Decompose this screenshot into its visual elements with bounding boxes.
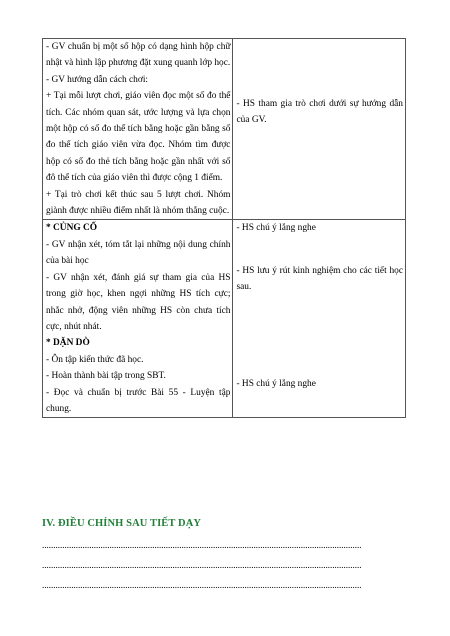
dotted-line: .............................................................................................................................................. (42, 580, 362, 590)
student-activity-cell (233, 39, 406, 220)
section-title: IV. ĐIỀU CHỈNH SAU TIẾT DẠY (42, 518, 202, 529)
section-heading-cung-co: * CỦNG CỐ (46, 223, 98, 234)
section-heading-dan-do: * DẶN DÒ (46, 338, 90, 349)
lesson-table (42, 38, 406, 418)
paragraph: - GV nhận xét, đánh giá sự tham gia của HS trong giờ học, khen ngợi những HS tích cực; nhắc nhở, động viên những HS còn chưa tích cực, nhút nhát. (46, 272, 231, 332)
paragraph: - Đọc và chuẩn bị trước Bài 55 - Luyện tập chung. (46, 387, 231, 414)
dotted-line: .............................................................................................................................................. (42, 540, 362, 550)
paragraph: - Ôn tập kiến thức đã học. (46, 354, 144, 365)
table-row (43, 39, 406, 220)
teacher-activity-cell (43, 220, 233, 418)
paragraph: - HS tham gia trò chơi dưới sự hướng dẫn của GV. (236, 99, 403, 126)
paragraph: + Tại mỗi lượt chơi, giáo viên đọc một số đo thể tích. Các nhóm quan sát, ước lượng và lựa chọn một hộp có số đo thể tích bằng hoặc gần bằng số đo thể tích giáo viên vừa đọc. Nhóm tìm được hộp có số đo thẻ tích bằng hoặc gần nhất với số đô thể tích của giáo viên thì được cộng 1 điểm. (46, 91, 231, 184)
teacher-activity-cell (43, 39, 233, 220)
paragraph: - HS lưu ý rút kinh nghiệm cho các tiết học sau. (236, 265, 403, 293)
dotted-line: .............................................................................................................................................. (42, 560, 362, 570)
spacer (236, 237, 403, 263)
paragraph: - GV hướng dẫn cách chơi: (46, 74, 149, 85)
table-row (43, 220, 406, 418)
spacer (236, 296, 403, 376)
student-activity-cell (233, 220, 406, 418)
paragraph: - GV chuẩn bị một số hộp có dạng hình hộp chữ nhật và hình lập phương đặt xung quanh lớp học. (46, 42, 231, 69)
paragraph: - GV nhận xét, tóm tắt lại những nội dung chính của bài học (46, 239, 231, 267)
paragraph: - HS chú ý lắng nghe (236, 378, 316, 389)
paragraph: - HS chú ý lắng nghe (236, 223, 316, 234)
paragraph: + Tại trò chơi kết thúc sau 5 lượt chơi. Nhóm giành được nhiều điểm nhất là nhóm thắng cuộc. (46, 189, 231, 217)
paragraph: - Hoàn thành bài tập trong SBT. (46, 371, 166, 382)
